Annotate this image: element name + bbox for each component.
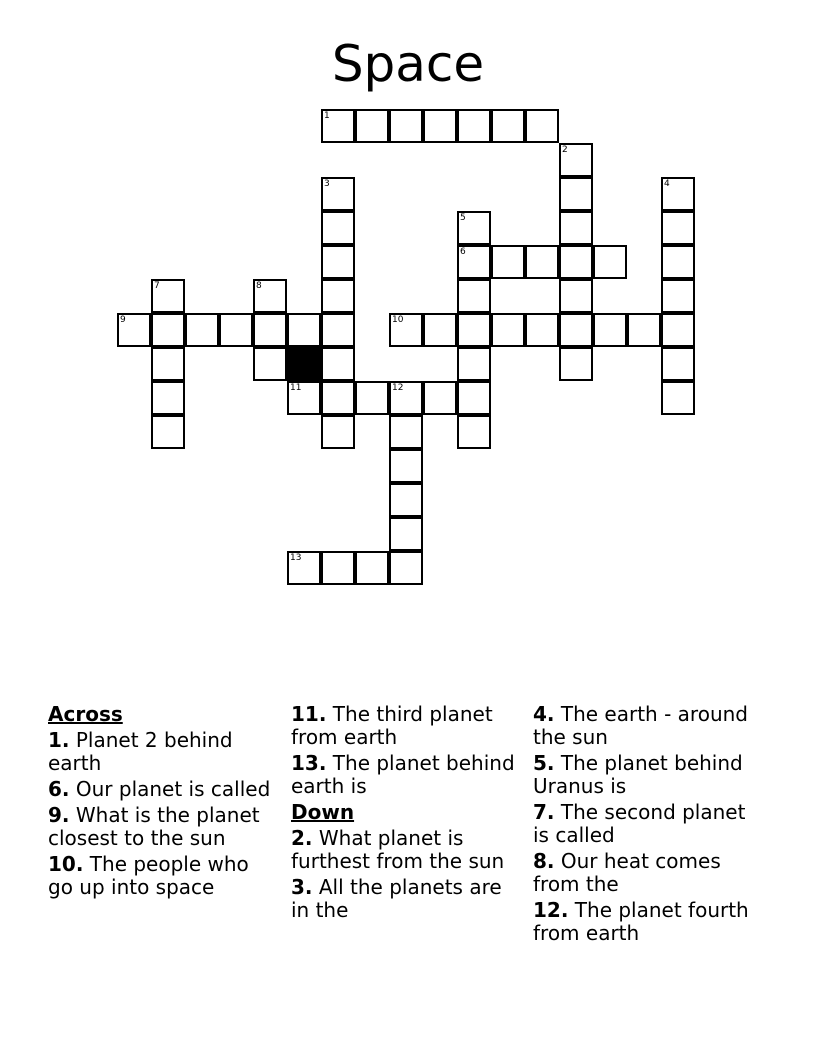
clue-item-number: 8. <box>533 849 555 873</box>
grid-cell[interactable] <box>389 483 423 517</box>
clue-item <box>48 778 280 801</box>
clue-item <box>291 752 523 798</box>
grid-cell[interactable] <box>593 245 627 279</box>
grid-cell[interactable] <box>389 551 423 585</box>
grid-cell[interactable] <box>321 415 355 449</box>
grid-cell[interactable] <box>525 109 559 143</box>
grid-cell[interactable] <box>389 381 423 415</box>
grid-cell[interactable] <box>321 279 355 313</box>
clue-heading-down: Down <box>291 800 355 824</box>
clue-number: 8 <box>256 281 262 291</box>
grid-cell[interactable] <box>559 313 593 347</box>
clue-item-text: The people who go up into space <box>48 852 249 899</box>
clue-item-text: Our heat comes from the <box>533 849 721 896</box>
clue-item-text: Planet 2 behind earth <box>48 728 233 775</box>
grid-cell[interactable] <box>593 313 627 347</box>
grid-cell[interactable] <box>151 415 185 449</box>
grid-cell[interactable] <box>457 109 491 143</box>
clue-column-1 <box>48 703 280 902</box>
clue-item-text: What is the planet closest to the sun <box>48 803 260 850</box>
grid-cell[interactable] <box>287 551 321 585</box>
grid-cell[interactable] <box>321 211 355 245</box>
grid-cell[interactable] <box>185 313 219 347</box>
clue-item <box>48 729 280 775</box>
clue-item-number: 3. <box>291 875 313 899</box>
clue-item-text: The planet behind Uranus is <box>533 751 743 798</box>
clue-item <box>533 899 765 945</box>
grid-cell[interactable] <box>389 313 423 347</box>
grid-cell[interactable] <box>389 109 423 143</box>
grid-cell[interactable] <box>151 347 185 381</box>
grid-cell[interactable] <box>661 381 695 415</box>
grid-cell[interactable] <box>423 313 457 347</box>
grid-cell[interactable] <box>559 143 593 177</box>
grid-cell[interactable] <box>287 381 321 415</box>
clue-item <box>533 850 765 896</box>
clue-number: 3 <box>324 179 330 189</box>
grid-cell[interactable] <box>355 109 389 143</box>
clue-item-text: Our planet is called <box>75 777 271 801</box>
grid-cell[interactable] <box>321 109 355 143</box>
grid-cell[interactable] <box>321 347 355 381</box>
clue-number: 12 <box>392 383 404 393</box>
grid-cell[interactable] <box>219 313 253 347</box>
grid-cell[interactable] <box>389 517 423 551</box>
clue-item-number: 10. <box>48 852 84 876</box>
clue-item-text: The earth - around the sun <box>533 702 748 749</box>
grid-cell[interactable] <box>661 245 695 279</box>
clue-number: 10 <box>392 315 404 325</box>
clue-item-number: 12. <box>533 898 569 922</box>
grid-cell[interactable] <box>253 279 287 313</box>
grid-cell[interactable] <box>457 313 491 347</box>
grid-cell[interactable] <box>151 313 185 347</box>
clue-item-number: 9. <box>48 803 70 827</box>
clue-item-number: 7. <box>533 800 555 824</box>
clue-item-text: What planet is furthest from the sun <box>291 826 505 873</box>
clue-number: 11 <box>290 383 302 393</box>
grid-cell[interactable] <box>117 313 151 347</box>
grid-cell[interactable] <box>321 381 355 415</box>
grid-cell[interactable] <box>491 313 525 347</box>
clue-item <box>533 703 765 749</box>
grid-cell[interactable] <box>287 313 321 347</box>
grid-cell[interactable] <box>661 313 695 347</box>
clue-column-2 <box>291 703 523 925</box>
grid-cell[interactable] <box>525 245 559 279</box>
grid-cell[interactable] <box>253 313 287 347</box>
grid-cell[interactable] <box>559 211 593 245</box>
clue-item <box>291 703 523 749</box>
grid-cell[interactable] <box>559 347 593 381</box>
grid-cell[interactable] <box>457 415 491 449</box>
clue-number: 9 <box>120 315 126 325</box>
clue-item-text: The planet fourth from earth <box>533 898 749 945</box>
clue-number: 6 <box>460 247 466 257</box>
grid-cell[interactable] <box>525 313 559 347</box>
clue-heading-across: Across <box>48 702 123 726</box>
grid-cell[interactable] <box>559 177 593 211</box>
clue-item-number: 4. <box>533 702 555 726</box>
grid-cell[interactable] <box>559 245 593 279</box>
clue-number: 1 <box>324 111 330 121</box>
grid-cell[interactable] <box>661 347 695 381</box>
clue-column-3 <box>533 703 765 948</box>
grid-cell[interactable] <box>389 449 423 483</box>
grid-cell[interactable] <box>389 415 423 449</box>
clue-item-text: All the planets are in the <box>291 875 502 922</box>
clue-item-number: 1. <box>48 728 70 752</box>
grid-cell[interactable] <box>321 313 355 347</box>
grid-cell[interactable] <box>321 551 355 585</box>
clue-item-number: 5. <box>533 751 555 775</box>
clue-item-number: 2. <box>291 826 313 850</box>
clue-item <box>48 804 280 850</box>
clue-item <box>533 752 765 798</box>
grid-cell[interactable] <box>559 279 593 313</box>
grid-cell[interactable] <box>321 245 355 279</box>
grid-cell[interactable] <box>457 211 491 245</box>
grid-cell[interactable] <box>457 245 491 279</box>
grid-cell[interactable] <box>151 279 185 313</box>
clue-item-number: 6. <box>48 777 70 801</box>
clue-item <box>291 876 523 922</box>
grid-cell[interactable] <box>151 381 185 415</box>
clue-item <box>533 801 765 847</box>
clue-item <box>48 853 280 899</box>
clue-number: 13 <box>290 553 302 563</box>
clue-item-text: The third planet from earth <box>291 702 493 749</box>
grid-cell[interactable] <box>423 381 457 415</box>
clue-item <box>291 827 523 873</box>
puzzle-title: Space <box>331 35 485 93</box>
grid-cell[interactable] <box>321 177 355 211</box>
grid-cell[interactable] <box>355 381 389 415</box>
clue-number: 7 <box>154 281 160 291</box>
grid-cell[interactable] <box>661 211 695 245</box>
grid-cell[interactable] <box>253 347 287 381</box>
clue-number: 4 <box>664 179 670 189</box>
grid-cell[interactable] <box>491 245 525 279</box>
clue-number: 5 <box>460 213 466 223</box>
grid-cell[interactable] <box>423 109 457 143</box>
grid-cell[interactable] <box>661 177 695 211</box>
grid-cell[interactable] <box>627 313 661 347</box>
grid-cell[interactable] <box>457 381 491 415</box>
clue-item-text: The planet behind earth is <box>291 751 515 798</box>
clue-item-number: 13. <box>291 751 327 775</box>
clue-number: 2 <box>562 145 568 155</box>
grid-cell[interactable] <box>355 551 389 585</box>
grid-cell[interactable] <box>491 109 525 143</box>
grid-cell[interactable] <box>457 279 491 313</box>
clue-item-number: 11. <box>291 702 327 726</box>
clue-item-text: The second planet is called <box>533 800 746 847</box>
grid-cell[interactable] <box>457 347 491 381</box>
grid-cell[interactable] <box>661 279 695 313</box>
black-cell <box>287 347 321 381</box>
